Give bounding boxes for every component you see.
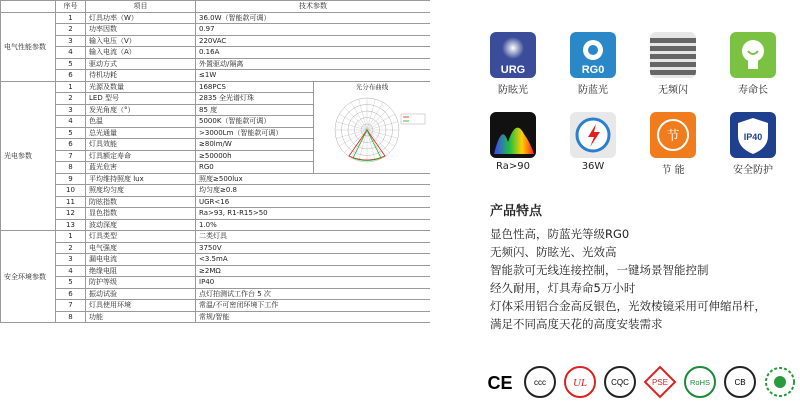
- row-value: <3.5mA: [196, 254, 431, 266]
- row-value: 85 度: [196, 104, 314, 116]
- row-item: LED 型号: [86, 93, 196, 105]
- no-flicker-icon: [650, 32, 696, 78]
- rohs-cert-icon: [682, 364, 718, 404]
- row-value: IP40: [196, 277, 431, 289]
- row-item: 防眩指数: [86, 196, 196, 208]
- row-number: 3: [56, 35, 86, 47]
- table-row: [1, 35, 431, 47]
- row-number: 2: [56, 93, 86, 105]
- power-icon: [570, 112, 616, 158]
- ce-cert-icon: [482, 364, 518, 404]
- icon-label: 无频闪: [658, 85, 688, 96]
- cb-cert-icon: [722, 364, 758, 404]
- enec-cert-icon: [762, 364, 798, 404]
- feature-line: 灯体采用铝合金高反银色，光效棱镜采用可伸缩吊杆，: [490, 299, 766, 313]
- pse-cert-icon: [642, 364, 678, 404]
- row-value: 二类灯具: [196, 231, 431, 243]
- row-item: 输入电压（V）: [86, 35, 196, 47]
- polar-diagram: [317, 92, 429, 164]
- row-item: 光源及数量: [86, 81, 196, 93]
- light-distribution-curve: [314, 81, 431, 173]
- table-row: [1, 208, 431, 220]
- table-row: [1, 58, 431, 70]
- features-title: 产品特点: [490, 204, 543, 219]
- row-value: ≥50000h: [196, 150, 314, 162]
- svg-text:CE: CE: [487, 373, 513, 393]
- row-number: 13: [56, 219, 86, 231]
- table-row: [1, 265, 431, 277]
- row-item: 电气强度: [86, 242, 196, 254]
- row-item: 待机功耗: [86, 70, 196, 82]
- row-number: 1: [56, 12, 86, 24]
- row-number: 7: [56, 300, 86, 312]
- row-item: 漏电电流: [86, 254, 196, 266]
- feature-line: 无频闪、防眩光、光效高: [490, 245, 617, 259]
- row-number: 1: [56, 231, 86, 243]
- urg-icon: [490, 32, 536, 78]
- ul-cert-icon: [562, 364, 598, 404]
- row-value: 0.97: [196, 24, 431, 36]
- no-flicker-feature: [648, 32, 698, 96]
- urg-feature: [488, 32, 538, 96]
- row-item: 灯具额定寿命: [86, 150, 196, 162]
- row-value: 照度≥500lux: [196, 173, 431, 185]
- row-item: 蓝光危害: [86, 162, 196, 174]
- ip40-icon: [730, 112, 776, 158]
- row-item: 绝缘电阻: [86, 265, 196, 277]
- row-item: 防护等级: [86, 277, 196, 289]
- long-life-feature: [728, 32, 778, 96]
- row-number: 3: [56, 104, 86, 116]
- long-life-icon: [730, 32, 776, 78]
- energy-saving-feature: [648, 112, 698, 176]
- row-number: 4: [56, 116, 86, 128]
- feature-line: 显色性高，防蓝光等级RG0: [490, 227, 630, 241]
- row-value: 3750V: [196, 242, 431, 254]
- row-number: 6: [56, 288, 86, 300]
- row-item: 振动试验: [86, 288, 196, 300]
- table-row: [1, 173, 431, 185]
- table-row: [1, 231, 431, 243]
- header-no: 序号: [56, 1, 86, 13]
- table-row: [1, 242, 431, 254]
- group-label: 光电参数: [1, 81, 56, 231]
- row-item: 显色指数: [86, 208, 196, 220]
- table-row: [1, 300, 431, 312]
- table-row: [1, 254, 431, 266]
- row-number: 10: [56, 185, 86, 197]
- table-row: [1, 196, 431, 208]
- table-row: [1, 277, 431, 289]
- row-value: 外置驱动/隔离: [196, 58, 431, 70]
- icon-label: 安全防护: [733, 165, 773, 176]
- ip40-feature: [728, 112, 778, 176]
- row-item: 功能: [86, 311, 196, 323]
- row-item: 灯具类型: [86, 231, 196, 243]
- row-value: Ra>93, R1-R15>50: [196, 208, 431, 220]
- rg0-feature: [568, 32, 618, 96]
- rg0-icon: [570, 32, 616, 78]
- row-value: ≤1W: [196, 70, 431, 82]
- icon-label: 防眩光: [498, 85, 528, 96]
- table-header-row: [1, 1, 431, 13]
- row-value: 均匀度≥0.8: [196, 185, 431, 197]
- row-number: 5: [56, 127, 86, 139]
- svg-text:CB: CB: [734, 378, 746, 387]
- row-value: ≥80lm/W: [196, 139, 314, 151]
- row-number: 6: [56, 139, 86, 151]
- row-value: RG0: [196, 162, 314, 174]
- row-value: 2835 全光谱灯珠: [196, 93, 314, 105]
- row-value: >3000Lm（智能款可调）: [196, 127, 314, 139]
- row-item: 总光通量: [86, 127, 196, 139]
- curve-title: 光分布曲线: [355, 82, 389, 91]
- spec-table: [0, 0, 431, 323]
- row-value: 220VAC: [196, 35, 431, 47]
- row-item: 色温: [86, 116, 196, 128]
- table-row: [1, 219, 431, 231]
- svg-text:RoHS: RoHS: [689, 378, 711, 387]
- svg-text:CQC: CQC: [611, 378, 629, 387]
- row-item: 输入电流（A）: [86, 47, 196, 59]
- feature-line: 满足不同高度天花的高度安装需求: [490, 317, 663, 331]
- row-number: 6: [56, 70, 86, 82]
- power-feature: [568, 112, 618, 172]
- icon-label: Ra>90: [496, 161, 530, 172]
- row-item: 波动深度: [86, 219, 196, 231]
- row-number: 1: [56, 81, 86, 93]
- svg-text:节: 节: [666, 129, 680, 144]
- spectrum-icon: [490, 112, 536, 158]
- row-item: 照度均匀度: [86, 185, 196, 197]
- row-number: 11: [56, 196, 86, 208]
- row-item: 灯具效能: [86, 139, 196, 151]
- icon-label: 防蓝光: [578, 85, 608, 96]
- row-item: 功率因数: [86, 24, 196, 36]
- icon-label: 36W: [581, 161, 605, 172]
- row-value: 点灯拍测试工作台 5 次: [196, 288, 431, 300]
- row-number: 4: [56, 265, 86, 277]
- row-value: 常规/智能: [196, 311, 431, 323]
- feature-panel: [430, 0, 800, 413]
- svg-text:IP40: IP40: [743, 132, 763, 142]
- row-number: 3: [56, 254, 86, 266]
- row-value: ≥2MΩ: [196, 265, 431, 277]
- row-value: 0.16A: [196, 47, 431, 59]
- group-label: 电气性能参数: [1, 12, 56, 81]
- table-row: [1, 70, 431, 82]
- table-row: [1, 288, 431, 300]
- row-item: 驱动方式: [86, 58, 196, 70]
- svg-text:UL: UL: [572, 377, 588, 389]
- table-row: [1, 24, 431, 36]
- row-number: 12: [56, 208, 86, 220]
- ccc-cert-icon: [522, 364, 558, 404]
- row-number: 9: [56, 173, 86, 185]
- table-row: [1, 185, 431, 197]
- row-value: 5000K（智能款可调）: [196, 116, 314, 128]
- row-number: 5: [56, 277, 86, 289]
- row-item: 灯具使用环境: [86, 300, 196, 312]
- energy-saving-icon: [650, 112, 696, 158]
- row-number: 8: [56, 311, 86, 323]
- row-item: 灯具功率（W）: [86, 12, 196, 24]
- svg-text:URG: URG: [500, 64, 526, 76]
- feature-line: 智能款可无线连接控制，一键场景智能控制: [490, 263, 709, 277]
- cqc-cert-icon: [602, 364, 638, 404]
- row-number: 4: [56, 47, 86, 59]
- certification-row: [482, 362, 800, 402]
- svg-text:ccc: ccc: [534, 378, 546, 387]
- row-value: 1.0%: [196, 219, 431, 231]
- table-row: [1, 12, 431, 24]
- row-value: 36.0W（智能款可调）: [196, 12, 431, 24]
- table-row: [1, 81, 431, 93]
- icon-label: 寿命长: [738, 85, 768, 96]
- row-number: 2: [56, 242, 86, 254]
- row-number: 7: [56, 150, 86, 162]
- row-number: 5: [56, 58, 86, 70]
- row-number: 8: [56, 162, 86, 174]
- header-param: 技术参数: [196, 1, 431, 13]
- svg-text:RG0: RG0: [581, 64, 605, 76]
- row-item: 平均维持照度 lux: [86, 173, 196, 185]
- row-item: 发光角度（°）: [86, 104, 196, 116]
- group-label: 安全环境参数: [1, 231, 56, 323]
- icon-label: 节 能: [661, 165, 685, 176]
- row-number: 2: [56, 24, 86, 36]
- header-item: 项目: [86, 1, 196, 13]
- svg-text:PSE: PSE: [651, 378, 669, 387]
- table-row: [1, 311, 431, 323]
- feature-line: 经久耐用，灯具寿命5万小时: [490, 281, 636, 295]
- table-row: [1, 47, 431, 59]
- spectrum-feature: [488, 112, 538, 172]
- row-value: 常温/不可密闭环境下工作: [196, 300, 431, 312]
- row-value: 168PCS: [196, 81, 314, 93]
- row-value: UGR<16: [196, 196, 431, 208]
